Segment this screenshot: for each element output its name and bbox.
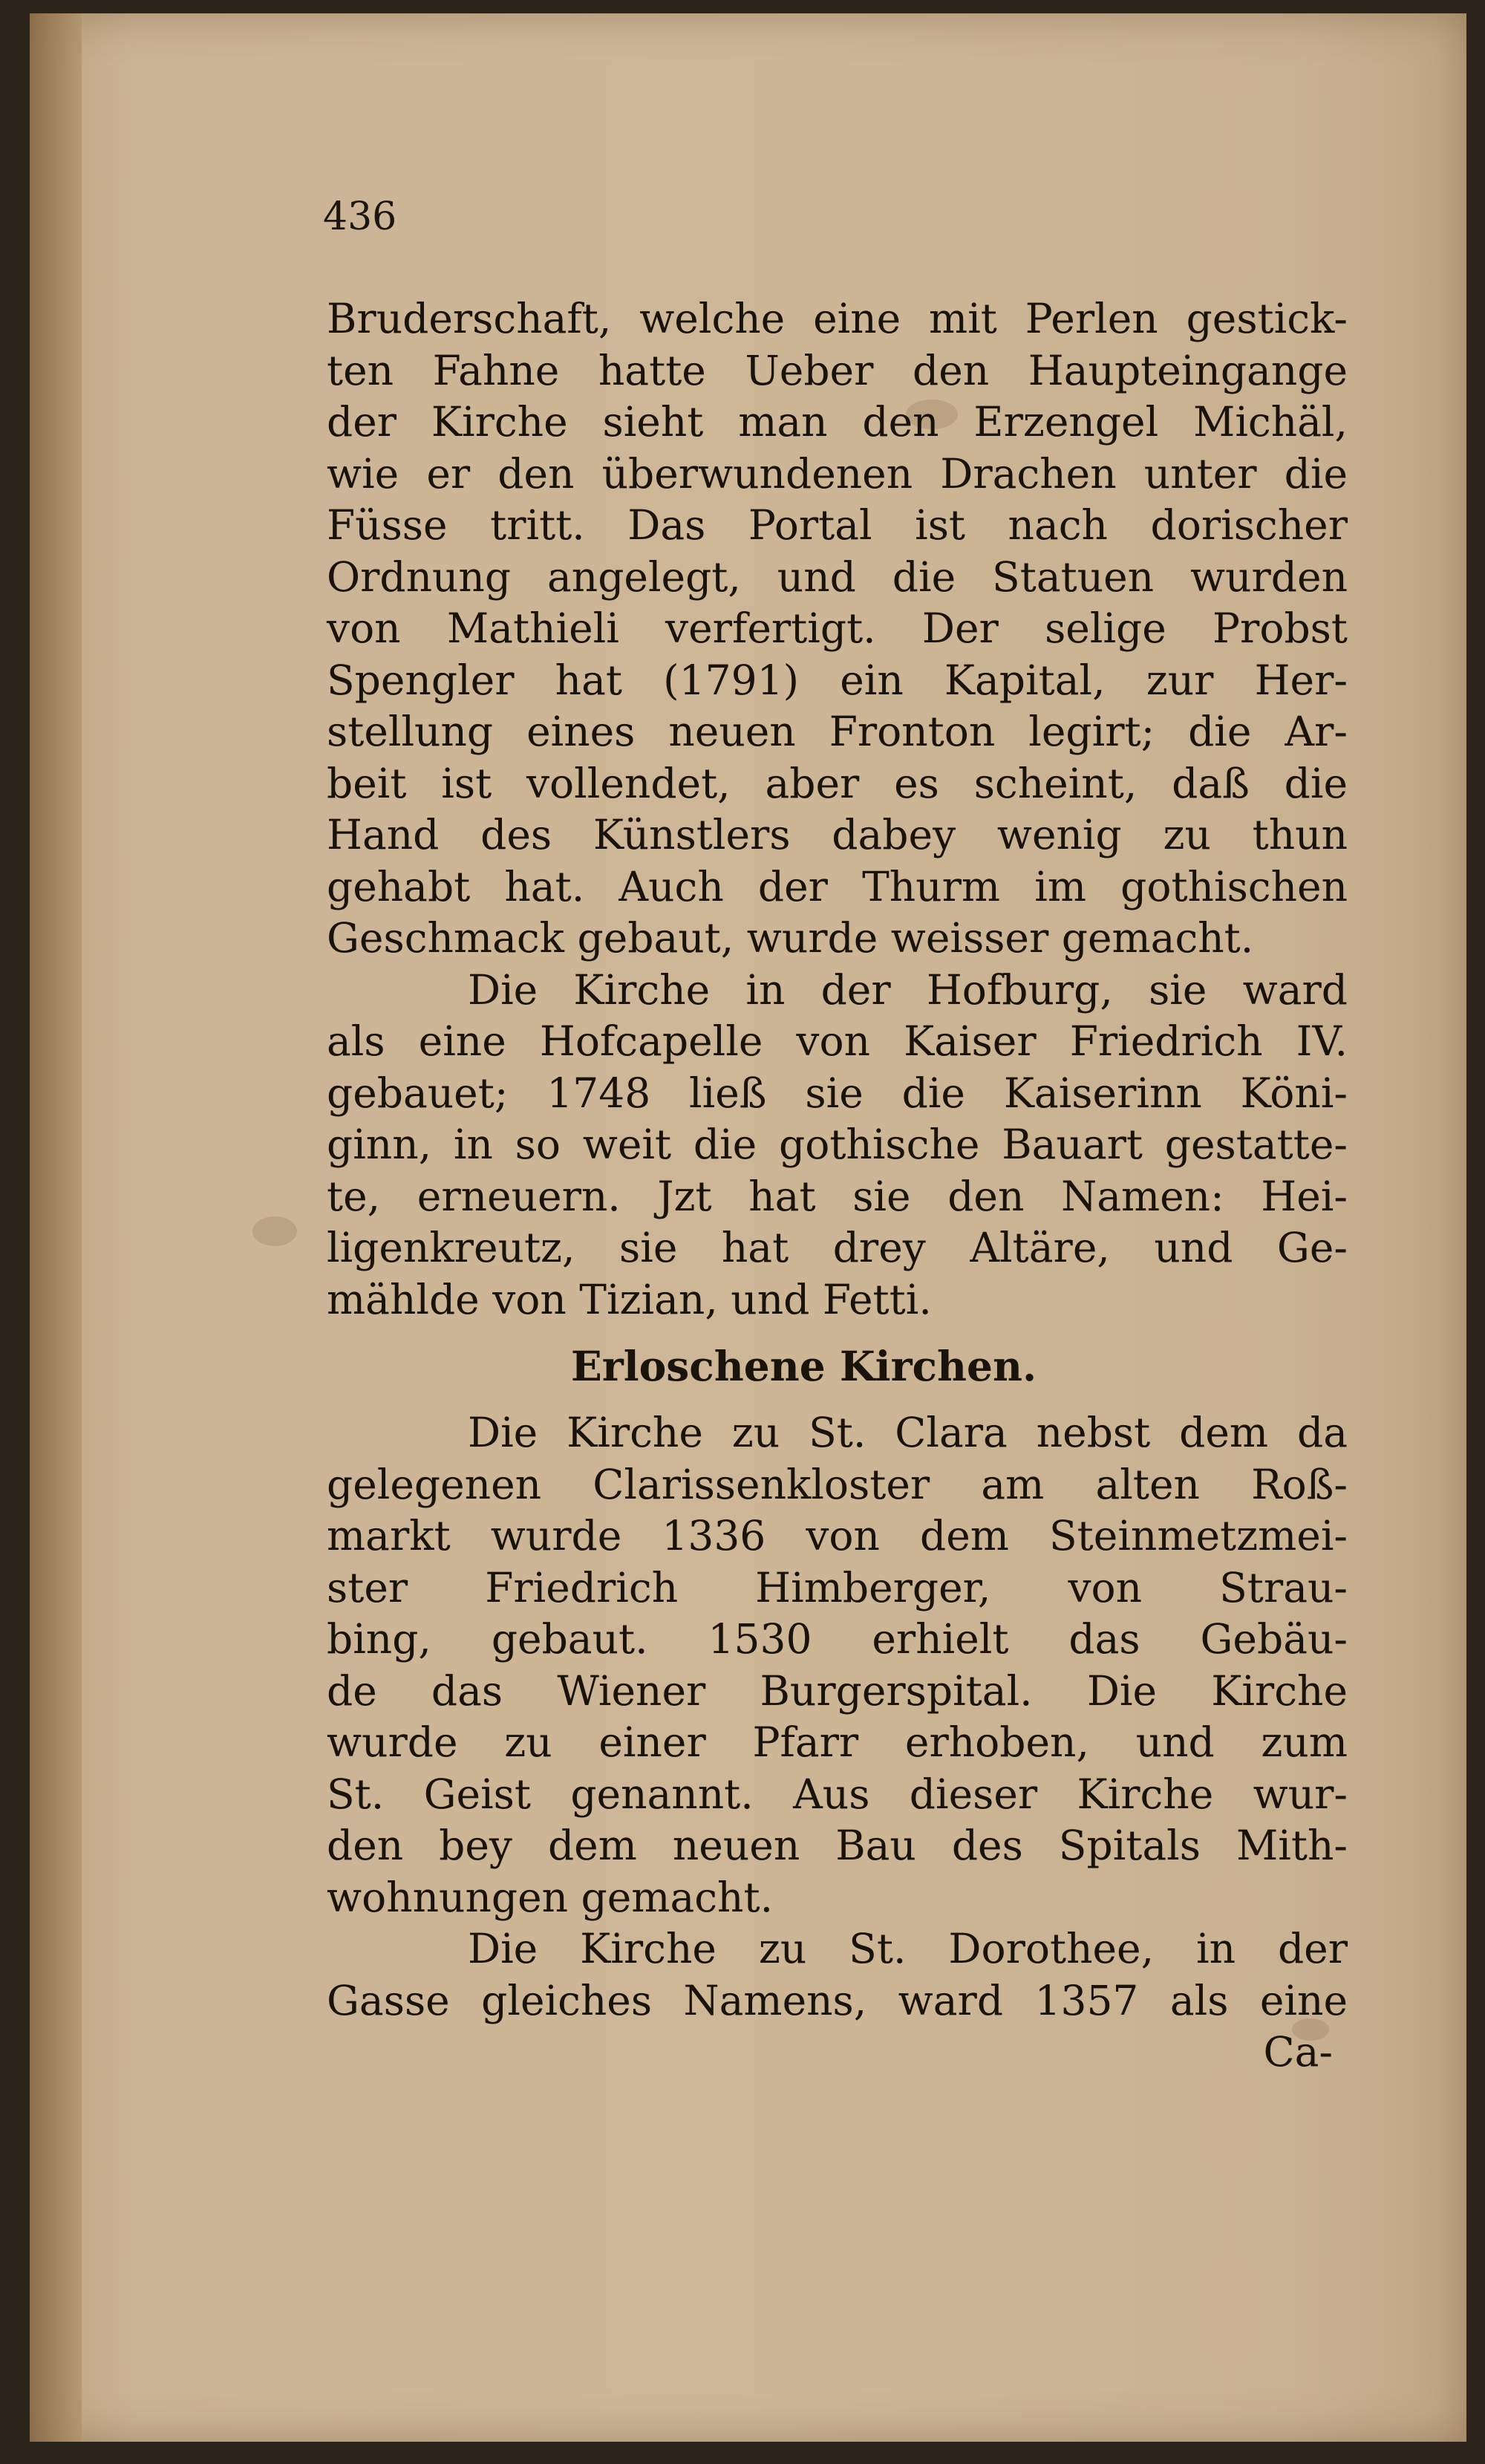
text-line: gelegenen Clarissenkloster am alten Roß- [327, 1460, 1348, 1508]
text-line: Die Kirche zu St. Dorothee, in der [468, 1925, 1348, 1972]
page-gutter [30, 13, 82, 2442]
text-line: Füsse tritt. Das Portal ist nach dorischer [327, 501, 1348, 549]
text-line: mählde von Tizian, und Fetti. [327, 1275, 932, 1323]
text-line: Die Kirche zu St. Clara nebst dem da [468, 1409, 1348, 1456]
text-line: ten Fahne hatte Ueber den Haupteingange [327, 346, 1348, 394]
text-line: gehabt hat. Auch der Thurm im gothischen [327, 862, 1348, 910]
paper-stain [252, 1216, 297, 1246]
text-line: Hand des Künstlers dabey wenig zu thun [327, 811, 1348, 858]
text-line: Gasse gleiches Namens, ward 1357 als eine [327, 1976, 1348, 2024]
text-line: wie er den überwundenen Drachen unter die [327, 449, 1348, 498]
text-line: von Mathieli verfertigt. Der selige Probst [327, 604, 1348, 652]
text-line: wurde zu einer Pfarr erhoben, und zum [327, 1718, 1348, 1766]
text-line: gebauet; 1748 ließ sie die Kaiserinn Köni- [327, 1069, 1348, 1117]
text-line: ginn, in so weit die gothische Bauart gestatte- [327, 1121, 1348, 1168]
text-line: Bruderschaft, welche eine mit Perlen gestick- [327, 295, 1348, 342]
text-line: markt wurde 1336 von dem Steinmetzmei- [327, 1512, 1348, 1559]
text-line: St. Geist genannt. Aus dieser Kirche wur- [327, 1770, 1348, 1818]
text-line: ster Friedrich Himberger, von Strau- [327, 1563, 1348, 1611]
text-line: beit ist vollendet, aber es scheint, daß die [327, 759, 1348, 807]
text-line: als eine Hofcapelle von Kaiser Friedrich IV. [327, 1017, 1348, 1065]
text-line: ligenkreutz, sie hat drey Altäre, und Ge- [327, 1224, 1348, 1271]
text-line: der Kirche sieht man den Erzengel Michäl, [327, 398, 1348, 446]
text-line: Spengler hat (1791) ein Kapital, zur Her- [327, 656, 1348, 704]
text-line: bing, gebaut. 1530 erhielt das Gebäu- [327, 1615, 1348, 1663]
text-line: te, erneuern. Jzt hat sie den Namen: Hei- [327, 1172, 1348, 1220]
text-line: den bey dem neuen Bau des Spitals Mith- [327, 1822, 1348, 1869]
text-line: Geschmack gebaut, wurde weisser gemacht. [327, 914, 1254, 962]
section-heading: Erloschene Kirchen. [570, 1342, 1037, 1390]
text-line: wohnungen gemacht. [327, 1873, 774, 1921]
page-number: 436 [323, 195, 397, 239]
text-line: Die Kirche in der Hofburg, sie ward [468, 965, 1348, 1014]
body-text [327, 293, 1348, 2079]
text-line: de das Wiener Burgerspital. Die Kirche [327, 1666, 1348, 1715]
catchword: Ca- [1263, 2028, 1333, 2076]
text-line: stellung eines neuen Fronton legirt; die Ar- [327, 708, 1348, 755]
text-line: Ordnung angelegt, und die Statuen wurden [327, 553, 1348, 601]
